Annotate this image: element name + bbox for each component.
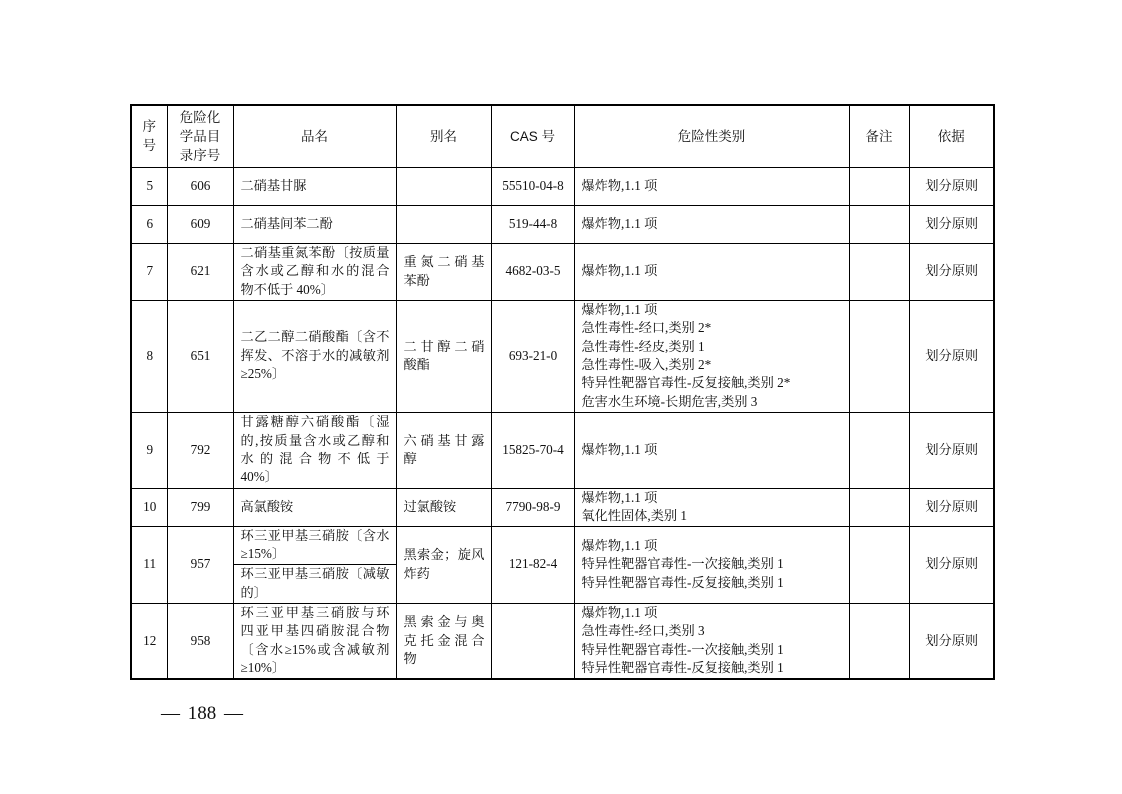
table-row <box>131 603 994 679</box>
cell-hazard: 爆炸物,1.1 项 氧化性固体,类别 1 <box>574 488 849 526</box>
table-header-row <box>131 105 994 167</box>
table-row <box>131 243 994 300</box>
cell-remark <box>849 488 909 526</box>
cell-cas: 7790-98-9 <box>491 488 574 526</box>
header-basis: 依据 <box>909 105 994 167</box>
cell-name: 环三亚甲基三硝胺与环 四亚甲基四硝胺混合物 〔含水≥15%或含减敏剂 ≥10%〕 <box>233 603 396 679</box>
cell-seq: 10 <box>131 488 167 526</box>
cell-name: 环三亚甲基三硝胺〔含水 ≥15%〕 <box>233 526 396 564</box>
cell-basis: 划分原则 <box>909 412 994 488</box>
cell-hazard: 爆炸物,1.1 项 <box>574 243 849 300</box>
cell-basis: 划分原则 <box>909 300 994 412</box>
table-row <box>131 526 994 564</box>
cell-cas: 519-44-8 <box>491 205 574 243</box>
cell-cas <box>491 603 574 679</box>
cell-hazard: 爆炸物,1.1 项 <box>574 412 849 488</box>
cell-seq: 11 <box>131 526 167 603</box>
cell-name: 高氯酸铵 <box>233 488 396 526</box>
cell-seq: 5 <box>131 167 167 205</box>
cell-cas: 15825-70-4 <box>491 412 574 488</box>
cell-alias: 六硝基甘露 醇 <box>396 412 491 488</box>
cell-catalog-no: 606 <box>167 167 233 205</box>
cell-alias: 黑索金；旋风 炸药 <box>396 526 491 603</box>
cell-seq: 12 <box>131 603 167 679</box>
cell-remark <box>849 526 909 603</box>
cell-basis: 划分原则 <box>909 167 994 205</box>
cell-catalog-no: 799 <box>167 488 233 526</box>
cell-seq: 8 <box>131 300 167 412</box>
cell-catalog-no: 651 <box>167 300 233 412</box>
cell-name: 二硝基间苯二酚 <box>233 205 396 243</box>
cell-basis: 划分原则 <box>909 488 994 526</box>
header-hazard: 危险性类别 <box>574 105 849 167</box>
cell-hazard: 爆炸物,1.1 项 <box>574 167 849 205</box>
cell-hazard: 爆炸物,1.1 项 急性毒性-经口,类别 2* 急性毒性-经皮,类别 1 急性毒性-吸入,类别 2* 特异性靶器官毒性-反复接触,类别 2* 危害水生环境-长期危害,类别 3 <box>574 300 849 412</box>
cell-remark <box>849 603 909 679</box>
table-row <box>131 167 994 205</box>
cell-seq: 7 <box>131 243 167 300</box>
cell-cas: 4682-03-5 <box>491 243 574 300</box>
cell-catalog-no: 957 <box>167 526 233 603</box>
table-row <box>131 412 994 488</box>
header-name: 品名 <box>233 105 396 167</box>
cell-alias <box>396 167 491 205</box>
cell-remark <box>849 412 909 488</box>
cell-catalog-no: 621 <box>167 243 233 300</box>
cell-seq: 9 <box>131 412 167 488</box>
header-catalog-no: 危险化 学品目 录序号 <box>167 105 233 167</box>
cell-alias: 重氮二硝基 苯酚 <box>396 243 491 300</box>
cell-catalog-no: 792 <box>167 412 233 488</box>
cell-cas: 121-82-4 <box>491 526 574 603</box>
cell-catalog-no: 609 <box>167 205 233 243</box>
cell-alias: 过氯酸铵 <box>396 488 491 526</box>
cell-name: 二乙二醇二硝酸酯〔含不 挥发、不溶于水的减敏剂 ≥25%〕 <box>233 300 396 412</box>
cell-catalog-no: 958 <box>167 603 233 679</box>
cell-remark <box>849 205 909 243</box>
cell-basis: 划分原则 <box>909 603 994 679</box>
cell-remark <box>849 167 909 205</box>
cell-basis: 划分原则 <box>909 526 994 603</box>
cell-alias <box>396 205 491 243</box>
cell-hazard: 爆炸物,1.1 项 特异性靶器官毒性-一次接触,类别 1 特异性靶器官毒性-反复接触,类别 1 <box>574 526 849 603</box>
page-number: — 188 — <box>161 703 243 724</box>
hazardous-chemicals-table <box>130 104 995 680</box>
cell-alias: 黑索金与奥 克托金混合 物 <box>396 603 491 679</box>
cell-seq: 6 <box>131 205 167 243</box>
cell-remark <box>849 243 909 300</box>
table-row <box>131 488 994 526</box>
cell-name: 环三亚甲基三硝胺〔减敏 的〕 <box>233 564 396 603</box>
cell-alias: 二甘醇二硝 酸酯 <box>396 300 491 412</box>
cell-name: 二硝基甘脲 <box>233 167 396 205</box>
header-seq: 序 号 <box>131 105 167 167</box>
header-cas: CAS 号 <box>491 105 574 167</box>
cell-hazard: 爆炸物,1.1 项 <box>574 205 849 243</box>
cell-name: 二硝基重氮苯酚〔按质量 含水或乙醇和水的混合 物不低于 40%〕 <box>233 243 396 300</box>
cell-remark <box>849 300 909 412</box>
cell-cas: 693-21-0 <box>491 300 574 412</box>
table-row <box>131 205 994 243</box>
cell-cas: 55510-04-8 <box>491 167 574 205</box>
cell-basis: 划分原则 <box>909 205 994 243</box>
header-alias: 别名 <box>396 105 491 167</box>
header-remark: 备注 <box>849 105 909 167</box>
cell-hazard: 爆炸物,1.1 项 急性毒性-经口,类别 3 特异性靶器官毒性-一次接触,类别 1 特异性靶器官毒性-反复接触,类别 1 <box>574 603 849 679</box>
table-row <box>131 300 994 412</box>
cell-name: 甘露糖醇六硝酸酯〔湿 的,按质量含水或乙醇和 水的混合物不低于 40%〕 <box>233 412 396 488</box>
cell-basis: 划分原则 <box>909 243 994 300</box>
